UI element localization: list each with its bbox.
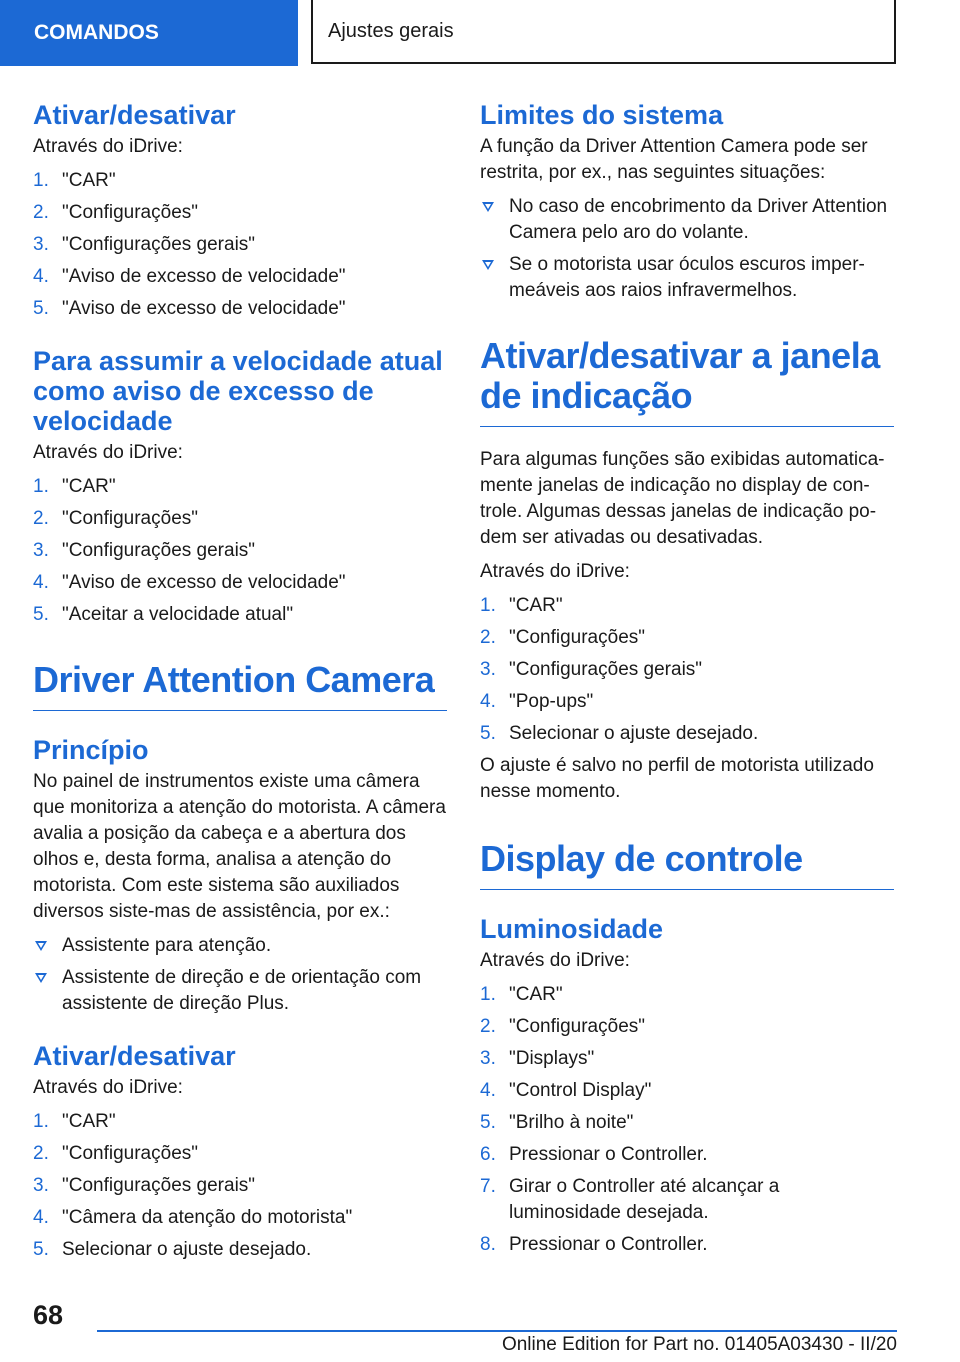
topic-tab: Ajustes gerais xyxy=(311,0,896,64)
step-item xyxy=(33,602,447,628)
bullet-text: Assistente para atenção. xyxy=(62,935,272,956)
intro-text: Através do iDrive: xyxy=(480,561,630,582)
step-item xyxy=(480,689,894,715)
heading-brightness: Luminosidade xyxy=(480,914,664,944)
heading-principle: Princípio xyxy=(33,735,149,765)
step-text: "CAR" xyxy=(509,984,563,1005)
step-number: 3. xyxy=(33,540,49,561)
heading-system-limits: Limites do sistema xyxy=(480,100,724,130)
step-text: Selecionar o ajuste desejado. xyxy=(509,723,759,744)
step-number: 3. xyxy=(33,1175,49,1196)
step-item xyxy=(480,1046,894,1072)
step-text: Girar o Controller até alcançar a luminosidade desejada. xyxy=(509,1176,780,1223)
bullet-text: No caso de encobrimento da Driver Attention Camera pelo aro do volante. xyxy=(509,196,888,243)
heading-assume-speed: Para assumir a velocidade atual como aviso de excesso de velocidade xyxy=(33,346,443,436)
step-item xyxy=(480,1014,894,1040)
step-number: 5. xyxy=(33,604,49,625)
bullet-item xyxy=(33,965,447,1017)
step-text: "Pop-ups" xyxy=(509,691,594,712)
step-item xyxy=(33,296,447,322)
step-item xyxy=(33,1237,447,1263)
step-text: "Configurações gerais" xyxy=(62,1175,256,1196)
step-number: 5. xyxy=(480,723,496,744)
step-number: 2. xyxy=(33,1143,49,1164)
step-item xyxy=(33,232,447,258)
step-item xyxy=(33,264,447,290)
steps-list xyxy=(480,593,894,747)
step-item xyxy=(33,474,447,500)
intro-text: Através do iDrive: xyxy=(480,950,630,971)
page-number: 68 xyxy=(33,1300,64,1330)
section-tab: COMANDOS xyxy=(0,0,298,66)
step-text: "Aviso de excesso de velocidade" xyxy=(62,266,346,287)
steps-list xyxy=(33,168,447,322)
step-text: "Control Display" xyxy=(509,1080,652,1101)
step-text: "Configurações" xyxy=(62,1143,199,1164)
heading-popup-windows: Ativar/desativar a janela de indicação xyxy=(480,336,894,427)
triangle-bullet-icon xyxy=(482,260,494,270)
limits-text: A função da Driver Attention Camera pode ser restrita, por ex., nas seguintes situações: xyxy=(480,136,868,183)
step-number: 5. xyxy=(33,1239,49,1260)
step-item xyxy=(33,168,447,194)
step-text: "Configurações" xyxy=(62,202,199,223)
step-item xyxy=(480,593,894,619)
page-header xyxy=(0,0,960,66)
intro-text: Através do iDrive: xyxy=(33,1077,183,1098)
step-item xyxy=(33,1173,447,1199)
step-number: 1. xyxy=(480,595,496,616)
step-number: 2. xyxy=(33,202,49,223)
step-text: "Brilho à noite" xyxy=(509,1112,634,1133)
step-text: "Aviso de excesso de velocidade" xyxy=(62,298,346,319)
heading-activate-deactivate-camera: Ativar/desativar xyxy=(33,1041,236,1071)
step-number: 1. xyxy=(33,170,49,191)
step-text: Pressionar o Controller. xyxy=(509,1144,708,1165)
step-text: "Displays" xyxy=(509,1048,595,1069)
heading-activate-deactivate: Ativar/desativar xyxy=(33,100,236,130)
bullet-list xyxy=(480,194,894,304)
steps-list xyxy=(480,982,894,1258)
step-item xyxy=(33,570,447,596)
bullet-item xyxy=(33,933,447,959)
step-number: 1. xyxy=(33,476,49,497)
step-text: "CAR" xyxy=(509,595,563,616)
step-item xyxy=(33,506,447,532)
triangle-bullet-icon xyxy=(482,202,494,212)
step-number: 4. xyxy=(33,266,49,287)
step-text: "Aviso de excesso de velocidade" xyxy=(62,572,346,593)
step-item xyxy=(480,1110,894,1136)
step-text: "CAR" xyxy=(62,170,116,191)
step-text: "CAR" xyxy=(62,1111,116,1132)
step-number: 2. xyxy=(480,1016,496,1037)
step-number: 2. xyxy=(33,508,49,529)
step-item xyxy=(480,1142,894,1168)
step-number: 4. xyxy=(33,1207,49,1228)
step-text: "Configurações gerais" xyxy=(62,540,256,561)
intro-text: Através do iDrive: xyxy=(33,136,183,157)
steps-list xyxy=(33,474,447,628)
step-number: 3. xyxy=(480,659,496,680)
footer-divider xyxy=(97,1330,897,1332)
step-number: 2. xyxy=(480,627,496,648)
principle-text: No painel de instrumentos existe uma câmera que monitoriza a atenção do motorista. A câmera avalia a posição da cabeça e a abertura dos olhos e, desta forma, analisa a atenção do motorista. Com este sistema são auxiliados diversos siste-mas de assistência, por ex.: xyxy=(33,771,446,922)
step-item xyxy=(480,625,894,651)
popup-text: Para algumas funções são exibidas automatica-mente janelas de indicação no display de con-trole. Algumas dessas janelas de indicação po-dem ser ativadas ou desativadas. xyxy=(480,449,885,548)
step-number: 1. xyxy=(480,984,496,1005)
triangle-bullet-icon xyxy=(35,973,47,983)
intro-text: Através do iDrive: xyxy=(33,442,183,463)
step-text: Pressionar o Controller. xyxy=(509,1234,708,1255)
step-text: "Configurações" xyxy=(509,627,646,648)
step-item xyxy=(480,982,894,1008)
right-column xyxy=(480,100,894,1264)
step-number: 1. xyxy=(33,1111,49,1132)
bullet-list xyxy=(33,933,447,1017)
heading-control-display: Display de controle xyxy=(480,839,894,890)
step-number: 6. xyxy=(480,1144,496,1165)
step-text: "CAR" xyxy=(62,476,116,497)
step-text: "Configurações gerais" xyxy=(62,234,256,255)
bullet-item xyxy=(480,252,894,304)
bullet-text: Se o motorista usar óculos escuros imper-meáveis aos raios infravermelhos. xyxy=(509,254,865,301)
step-item xyxy=(480,1174,894,1226)
left-column xyxy=(33,100,447,1269)
step-number: 3. xyxy=(480,1048,496,1069)
step-text: "Configurações" xyxy=(62,508,199,529)
steps-list xyxy=(33,1109,447,1263)
step-number: 3. xyxy=(33,234,49,255)
step-text: "Configurações gerais" xyxy=(509,659,703,680)
step-item xyxy=(33,1109,447,1135)
step-text: "Câmera da atenção do motorista" xyxy=(62,1207,353,1228)
bullet-item xyxy=(480,194,894,246)
edition-text: Online Edition for Part no. 01405A03430 - II/20 xyxy=(501,1334,897,1355)
step-number: 5. xyxy=(480,1112,496,1133)
popup-note: O ajuste é salvo no perfil de motorista utilizado nesse momento. xyxy=(480,755,874,802)
step-item xyxy=(480,1232,894,1258)
step-number: 5. xyxy=(33,298,49,319)
step-item xyxy=(33,200,447,226)
step-item xyxy=(33,538,447,564)
step-text: "Configurações" xyxy=(509,1016,646,1037)
triangle-bullet-icon xyxy=(35,941,47,951)
step-item xyxy=(480,721,894,747)
step-number: 7. xyxy=(480,1176,496,1197)
heading-driver-attention-camera: Driver Attention Camera xyxy=(33,660,447,711)
step-number: 4. xyxy=(480,1080,496,1101)
step-number: 4. xyxy=(33,572,49,593)
step-number: 4. xyxy=(480,691,496,712)
step-item xyxy=(480,1078,894,1104)
step-text: Selecionar o ajuste desejado. xyxy=(62,1239,312,1260)
step-number: 8. xyxy=(480,1234,496,1255)
step-text: "Aceitar a velocidade atual" xyxy=(62,604,294,625)
bullet-text: Assistente de direção e de orientação com assistente de direção Plus. xyxy=(62,967,422,1014)
step-item xyxy=(480,657,894,683)
step-item xyxy=(33,1141,447,1167)
step-item xyxy=(33,1205,447,1231)
